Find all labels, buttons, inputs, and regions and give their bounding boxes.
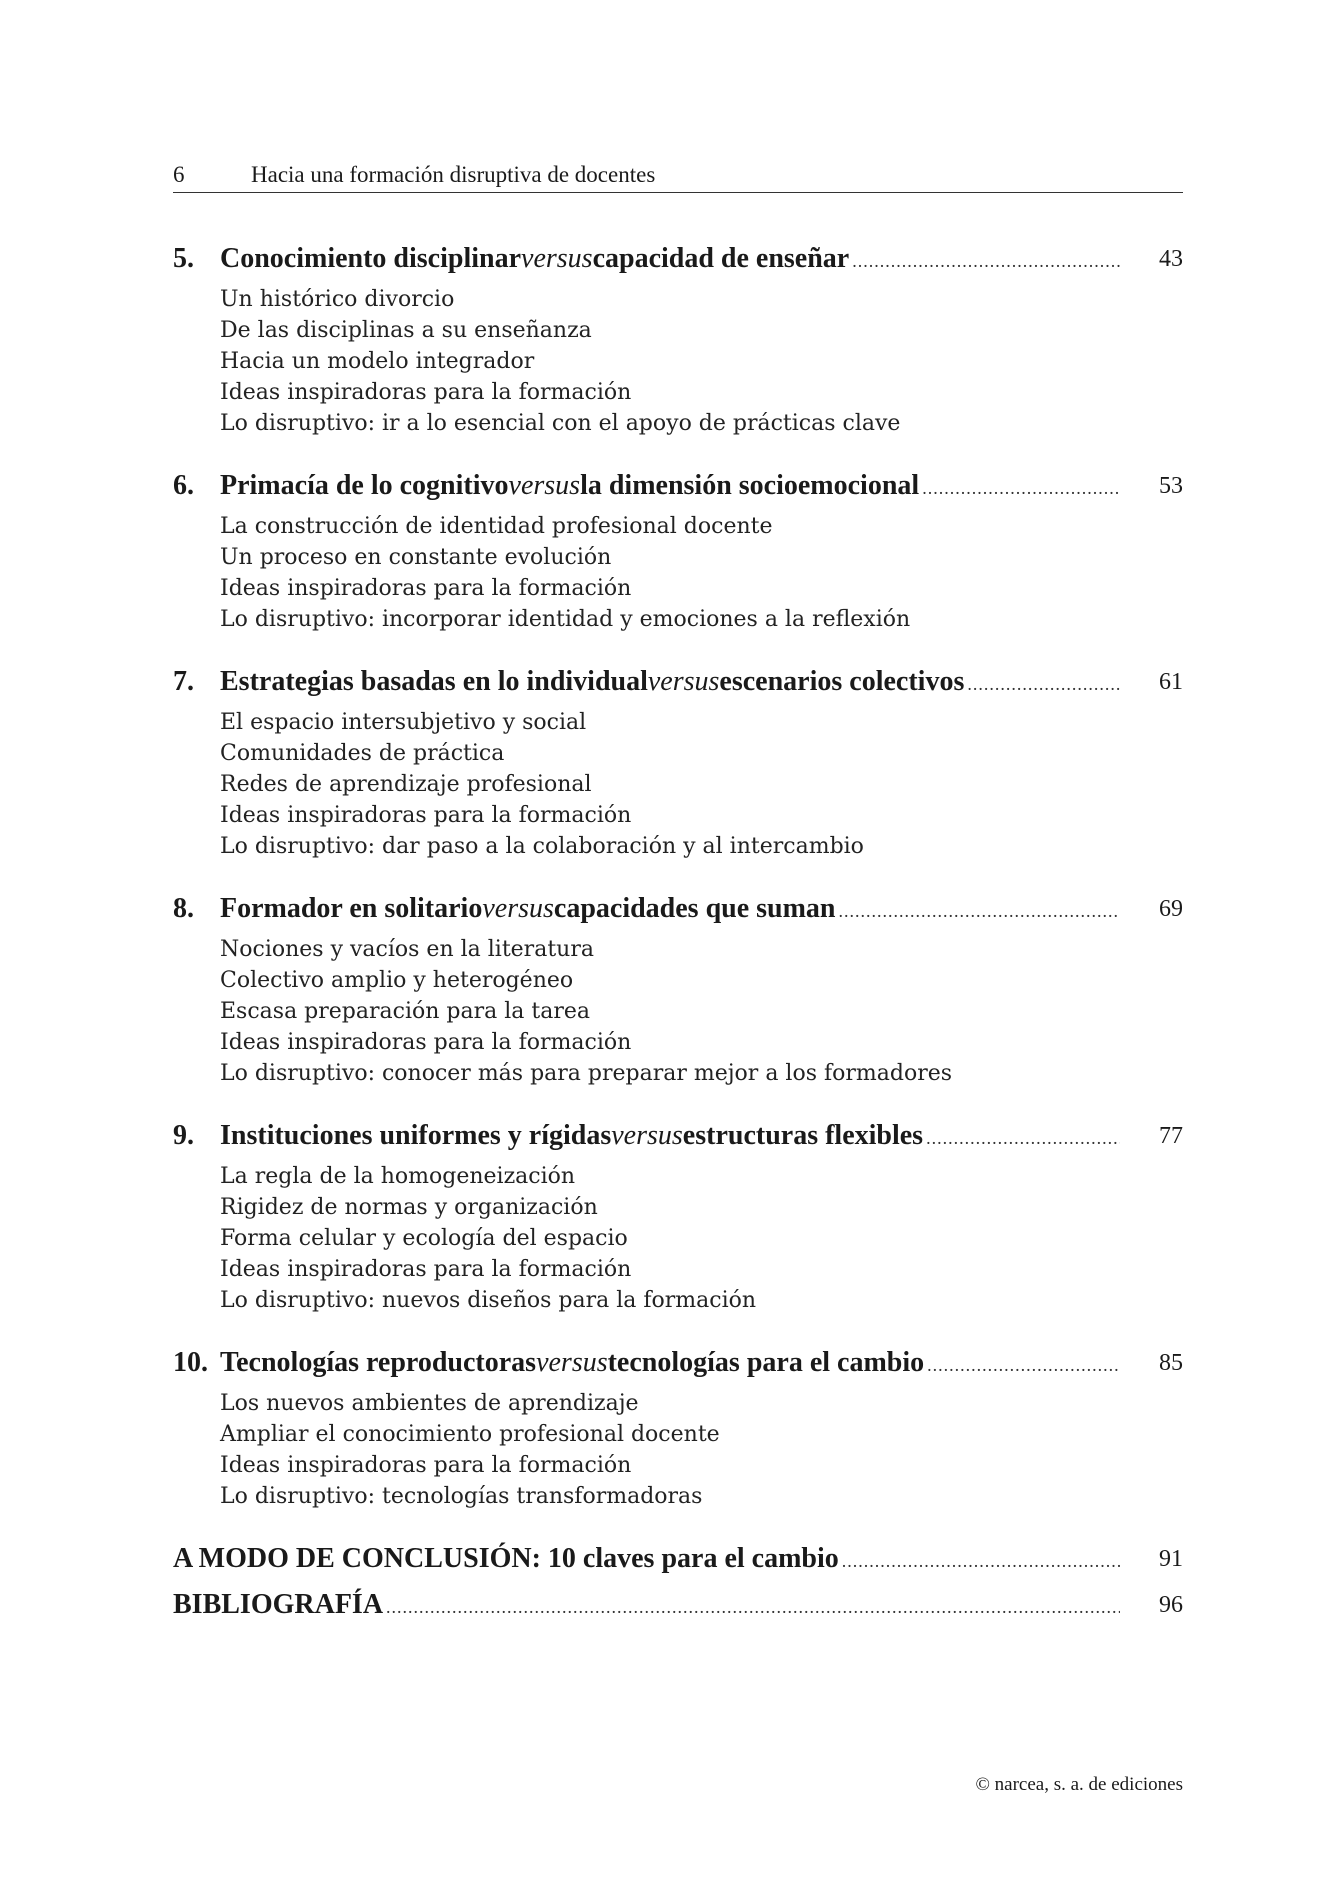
bibliography-page-ref: 96 xyxy=(1159,1592,1183,1618)
chapter-page-ref: 85 xyxy=(1159,1350,1183,1376)
section-item: Ideas inspiradoras para la formación xyxy=(220,803,632,828)
section-item: Lo disruptivo: nuevos diseños para la formación xyxy=(220,1288,757,1313)
toc-chapter-6 xyxy=(173,467,1183,635)
chapter-page-ref: 69 xyxy=(1159,896,1183,922)
section-item: Los nuevos ambientes de aprendizaje xyxy=(220,1391,639,1416)
bibliography-heading[interactable] xyxy=(173,1586,1183,1624)
chapter-title-part: Tecnologías reproductoras xyxy=(220,1347,537,1378)
toc-chapter-8 xyxy=(173,890,1183,1089)
section-item: Hacia un modelo integrador xyxy=(220,349,535,374)
dot-leader xyxy=(926,1119,1120,1157)
section-item: Ideas inspiradoras para la formación xyxy=(220,1453,632,1478)
book-page xyxy=(173,0,1183,1892)
section-list xyxy=(220,511,1183,635)
running-title: Hacia una formación disruptiva de docentes xyxy=(251,162,656,187)
chapter-title xyxy=(220,1344,1120,1384)
bibliography-title xyxy=(173,1586,1120,1626)
conclusion-page-ref: 91 xyxy=(1159,1546,1183,1572)
section-item: Redes de aprendizaje profesional xyxy=(220,772,592,797)
section-item: El espacio intersubjetivo y social xyxy=(220,710,587,735)
chapter-heading[interactable] xyxy=(173,240,1183,278)
chapter-heading[interactable] xyxy=(173,890,1183,928)
dot-leader xyxy=(842,1542,1120,1580)
chapter-title-emphasis: versus xyxy=(647,666,720,697)
section-list xyxy=(220,934,1183,1089)
dot-leader xyxy=(922,469,1120,507)
chapter-title-part: capacidad de enseñar xyxy=(592,243,850,274)
chapter-page-ref: 43 xyxy=(1159,246,1183,272)
chapter-title-part: Instituciones uniformes y rígidas xyxy=(220,1120,612,1151)
chapter-page-ref: 61 xyxy=(1159,669,1183,695)
section-item: Nociones y vacíos en la literatura xyxy=(220,937,594,962)
chapter-title-emphasis: versus xyxy=(611,1120,683,1151)
section-item: Lo disruptivo: tecnologías transformadoras xyxy=(220,1484,703,1509)
section-item: Un histórico divorcio xyxy=(220,287,455,312)
section-item: Ideas inspiradoras para la formación xyxy=(220,1257,632,1282)
dot-leader xyxy=(967,665,1120,703)
section-item: La regla de la homogeneización xyxy=(220,1164,576,1189)
toc-chapter-9 xyxy=(173,1117,1183,1316)
chapter-title xyxy=(220,467,1120,507)
chapter-title xyxy=(220,1117,1120,1157)
chapter-heading[interactable] xyxy=(173,467,1183,505)
chapter-title-part: Primacía de lo cognitivo xyxy=(220,470,509,501)
chapter-title-emphasis: versus xyxy=(482,893,554,924)
chapter-title-part: capacidades que suman xyxy=(553,893,836,924)
section-item: Colectivo amplio y heterogéneo xyxy=(220,968,574,993)
conclusion-title-text: A MODO DE CONCLUSIÓN: 10 claves para el cambio xyxy=(173,1543,839,1574)
section-list xyxy=(220,707,1183,862)
chapter-page-ref: 77 xyxy=(1159,1123,1183,1149)
chapter-title xyxy=(220,890,1120,930)
chapter-title xyxy=(220,240,1120,280)
chapter-title-part: Conocimiento disciplinar xyxy=(220,243,522,274)
section-item: Forma celular y ecología del espacio xyxy=(220,1226,628,1251)
chapter-title-emphasis: versus xyxy=(536,1347,608,1378)
section-item: La construcción de identidad profesional docente xyxy=(220,514,773,539)
chapter-title-part: estructuras flexibles xyxy=(682,1120,924,1151)
chapter-number: 5. xyxy=(173,243,194,274)
section-item: Escasa preparación para la tarea xyxy=(220,999,590,1024)
section-item: Ideas inspiradoras para la formación xyxy=(220,576,632,601)
chapter-title-part: Estrategias basadas en lo individual xyxy=(220,666,648,697)
section-item: Rigidez de normas y organización xyxy=(220,1195,598,1220)
dot-leader xyxy=(927,1346,1120,1384)
section-item: Lo disruptivo: dar paso a la colaboración y al intercambio xyxy=(220,834,864,859)
conclusion-title xyxy=(173,1540,1120,1580)
chapter-title-part: escenarios colectivos xyxy=(719,666,965,697)
section-list xyxy=(220,1161,1183,1316)
chapter-heading[interactable] xyxy=(173,663,1183,701)
toc-chapter-7 xyxy=(173,663,1183,862)
bibliography-title-text: BIBLIOGRAFÍA xyxy=(173,1589,384,1620)
toc-chapter-10 xyxy=(173,1344,1183,1512)
chapter-title-part: tecnologías para el cambio xyxy=(607,1347,925,1378)
chapter-number: 8. xyxy=(173,893,194,924)
chapter-title-part: la dimensión socioemocional xyxy=(580,470,920,501)
section-item: De las disciplinas a su enseñanza xyxy=(220,318,592,343)
conclusion-heading[interactable] xyxy=(173,1540,1183,1578)
chapter-title-emphasis: versus xyxy=(508,470,581,501)
section-list xyxy=(220,284,1183,439)
dot-leader xyxy=(386,1588,1120,1626)
page-number: 6 xyxy=(173,162,185,187)
chapter-number: 9. xyxy=(173,1120,194,1151)
chapter-title-emphasis: versus xyxy=(521,243,593,274)
section-list xyxy=(220,1388,1183,1512)
section-item: Comunidades de práctica xyxy=(220,741,505,766)
section-item: Lo disruptivo: ir a lo esencial con el apoyo de prácticas clave xyxy=(220,411,901,436)
dot-leader xyxy=(852,242,1120,280)
section-item: Lo disruptivo: conocer más para preparar mejor a los formadores xyxy=(220,1061,953,1086)
toc-final-entries xyxy=(173,1540,1183,1624)
chapter-number: 10. xyxy=(173,1347,208,1378)
chapter-heading[interactable] xyxy=(173,1344,1183,1382)
section-item: Un proceso en constante evolución xyxy=(220,545,612,570)
toc-chapter-5 xyxy=(173,240,1183,439)
chapter-title-part: Formador en solitario xyxy=(220,893,483,924)
table-of-contents xyxy=(173,240,1183,1632)
section-item: Ideas inspiradoras para la formación xyxy=(220,380,632,405)
chapter-title xyxy=(220,663,1120,703)
chapter-page-ref: 53 xyxy=(1159,473,1183,499)
chapter-heading[interactable] xyxy=(173,1117,1183,1155)
dot-leader xyxy=(839,892,1120,930)
section-item: Ampliar el conocimiento profesional docente xyxy=(220,1422,720,1447)
copyright-footer: © narcea, s. a. de ediciones xyxy=(975,1774,1183,1795)
chapter-number: 7. xyxy=(173,666,194,697)
section-item: Lo disruptivo: incorporar identidad y emociones a la reflexión xyxy=(220,607,911,632)
chapter-number: 6. xyxy=(173,470,194,501)
section-item: Ideas inspiradoras para la formación xyxy=(220,1030,632,1055)
running-header xyxy=(173,162,1183,193)
